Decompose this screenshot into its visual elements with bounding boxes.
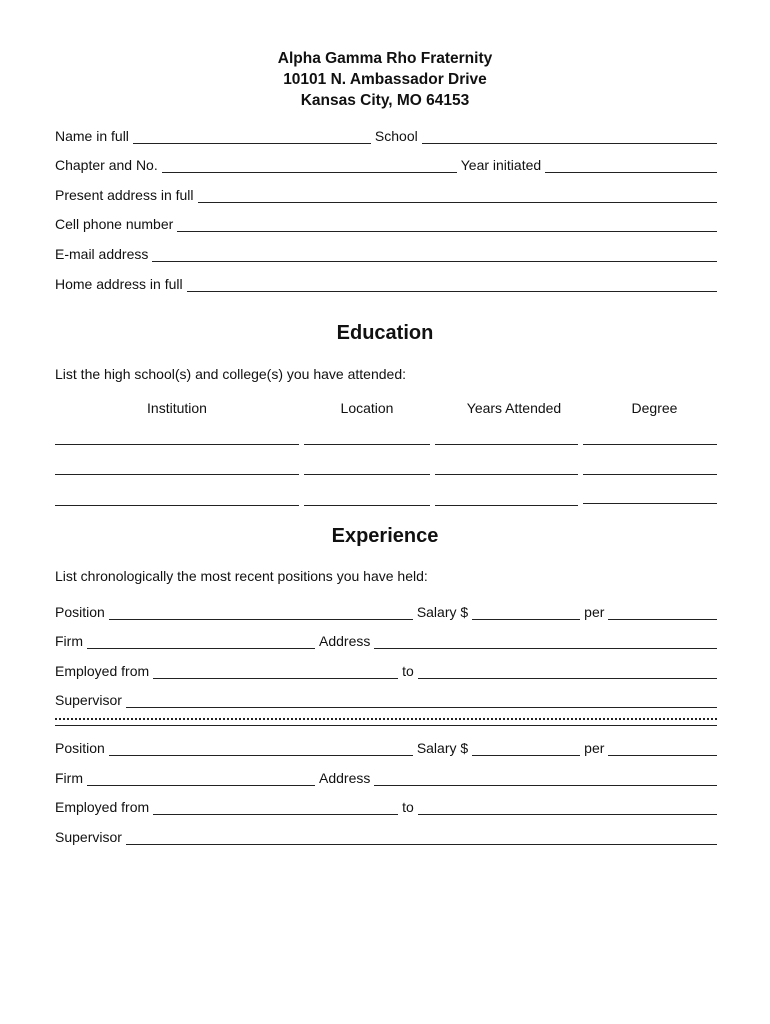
present-address-field[interactable] xyxy=(198,188,717,203)
exp2-supervisor-row xyxy=(55,825,717,845)
exp2-firm-row xyxy=(55,766,717,786)
home-address-row xyxy=(55,272,717,292)
exp1-address-label: Address xyxy=(319,633,371,649)
org-name: Alpha Gamma Rho Fraternity xyxy=(277,50,493,67)
exp1-to-label: to xyxy=(402,663,414,679)
education-row-2-years[interactable] xyxy=(435,474,578,475)
dotted-separator xyxy=(55,716,717,720)
present-address-row xyxy=(55,183,717,203)
exp2-position-field[interactable] xyxy=(109,741,413,756)
education-row-3-years[interactable] xyxy=(435,505,578,506)
year-initiated-label: Year initiated xyxy=(460,157,542,173)
education-row-3-location[interactable] xyxy=(304,505,430,506)
column-institution: Institution xyxy=(147,400,207,416)
cell-phone-row xyxy=(55,212,717,232)
experience-title: Experience xyxy=(331,525,439,547)
exp2-employed-from-field[interactable] xyxy=(153,800,398,815)
exp2-supervisor-label: Supervisor xyxy=(55,829,122,845)
exp1-salary-label: Salary $ xyxy=(416,604,469,620)
exp1-supervisor-label: Supervisor xyxy=(55,692,122,708)
education-row-2-institution[interactable] xyxy=(55,474,299,475)
exp1-firm-row xyxy=(55,629,717,649)
exp2-to-label: to xyxy=(402,799,414,815)
education-row-1-institution[interactable] xyxy=(55,444,299,445)
cell-phone-field[interactable] xyxy=(177,217,717,232)
exp1-employed-from-field[interactable] xyxy=(153,664,398,679)
education-row-3-institution[interactable] xyxy=(55,505,299,506)
exp1-position-label: Position xyxy=(55,604,105,620)
chapter-label: Chapter and No. xyxy=(55,157,158,173)
exp2-firm-field[interactable] xyxy=(87,771,315,786)
email-field[interactable] xyxy=(152,247,717,262)
exp1-to-field[interactable] xyxy=(418,664,717,679)
education-instructions: List the high school(s) and college(s) you have attended: xyxy=(55,366,406,382)
exp1-employed-row xyxy=(55,659,717,679)
exp2-employed-from-label: Employed from xyxy=(55,799,150,815)
experience-instructions: List chronologically the most recent positions you have held: xyxy=(55,568,428,584)
exp2-employed-row xyxy=(55,795,717,815)
column-location: Location xyxy=(340,400,394,416)
education-title: Education xyxy=(336,322,434,344)
name-field[interactable] xyxy=(133,129,371,144)
education-row-1-years[interactable] xyxy=(435,444,578,445)
exp1-address-field[interactable] xyxy=(374,634,717,649)
exp2-salary-label: Salary $ xyxy=(416,740,469,756)
exp2-address-label: Address xyxy=(319,770,371,786)
exp2-address-field[interactable] xyxy=(374,771,717,786)
org-street: 10101 N. Ambassador Drive xyxy=(283,71,487,88)
year-initiated-field[interactable] xyxy=(545,158,717,173)
exp2-position-row xyxy=(55,736,717,756)
exp1-firm-field[interactable] xyxy=(87,634,315,649)
form-header xyxy=(0,48,770,111)
column-degree: Degree xyxy=(631,400,678,416)
exp2-to-field[interactable] xyxy=(418,800,717,815)
name-label: Name in full xyxy=(55,128,129,144)
exp2-salary-field[interactable] xyxy=(472,741,580,756)
column-years-attended: Years Attended xyxy=(466,400,562,416)
exp2-per-field[interactable] xyxy=(608,741,717,756)
education-row-1-location[interactable] xyxy=(304,444,430,445)
exp1-position-row xyxy=(55,600,717,620)
cell-phone-label: Cell phone number xyxy=(55,216,174,232)
education-row-2-location[interactable] xyxy=(304,474,430,475)
exp1-supervisor-row xyxy=(55,688,717,708)
exp2-per-label: per xyxy=(584,740,605,756)
school-label: School xyxy=(374,128,418,144)
education-row-2-degree[interactable] xyxy=(583,474,717,475)
exp1-employed-from-label: Employed from xyxy=(55,663,150,679)
exp1-supervisor-field[interactable] xyxy=(126,693,717,708)
exp2-position-label: Position xyxy=(55,740,105,756)
school-field[interactable] xyxy=(422,129,717,144)
exp1-position-field[interactable] xyxy=(109,605,413,620)
home-address-field[interactable] xyxy=(187,277,717,292)
exp1-per-label: per xyxy=(584,604,605,620)
present-address-label: Present address in full xyxy=(55,187,194,203)
org-city: Kansas City, MO 64153 xyxy=(300,92,470,109)
exp1-per-field[interactable] xyxy=(608,605,717,620)
exp2-supervisor-field[interactable] xyxy=(126,830,717,845)
email-label: E-mail address xyxy=(55,246,149,262)
email-row xyxy=(55,242,717,262)
exp1-salary-field[interactable] xyxy=(472,605,580,620)
chapter-year-row xyxy=(55,153,717,173)
education-row-1-degree[interactable] xyxy=(583,444,717,445)
name-school-row xyxy=(55,124,717,144)
separator-line xyxy=(55,725,717,726)
exp1-firm-label: Firm xyxy=(55,633,83,649)
chapter-field[interactable] xyxy=(162,158,457,173)
education-row-3-degree[interactable] xyxy=(583,503,717,504)
exp2-firm-label: Firm xyxy=(55,770,83,786)
home-address-label: Home address in full xyxy=(55,276,183,292)
